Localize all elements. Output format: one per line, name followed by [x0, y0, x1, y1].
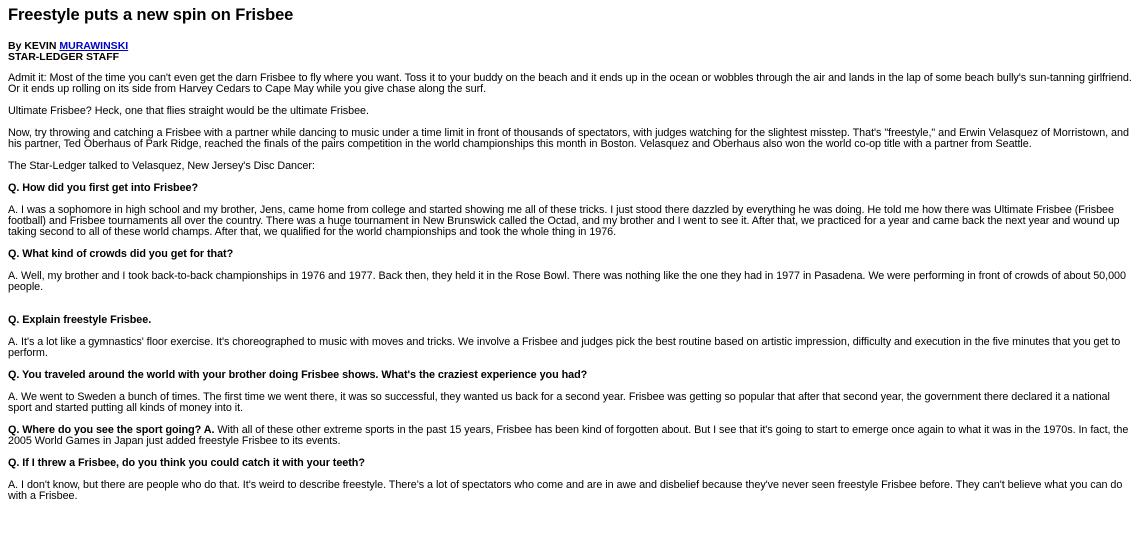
answer-4: A. We went to Sweden a bunch of times. The first time we went there, it was so successful, they wanted us back for a second year. Frisbee was getting so popular that after that second year, the government there declared it a national sport and started putting all kinds of money into it.	[8, 391, 1110, 414]
question-3: Q. Explain freestyle Frisbee.	[8, 314, 152, 326]
byline-staff: STAR-LEDGER STAFF	[8, 51, 120, 63]
byline-author	[8, 41, 1135, 52]
paragraph-ultimate: Ultimate Frisbee? Heck, one that flies straight would be the ultimate Frisbee.	[8, 105, 369, 117]
question-1: Q. How did you first get into Frisbee?	[8, 182, 199, 194]
answer-2: A. Well, my brother and I took back-to-back championships in 1976 and 1977. Back then, they held it in the Rose Bowl. There was nothing like the one they had in 1977 in Pasadena. We were performing in front of crowds of about 50,000 people.	[8, 270, 1126, 293]
question-6: Q. If I threw a Frisbee, do you think you could catch it with your teeth?	[8, 457, 365, 469]
paragraph-intro: Admit it: Most of the time you can't even get the darn Frisbee to fly where you want. Toss it to your buddy on the beach and it ends up in the ocean or wobbles through the air and lands in the lap of some beach bully's sun-tanning girlfriend. Or it ends up rolling on its side from Harvey Cedars to Cape May while you give chase along the surf.	[8, 72, 1132, 95]
answer-3: A. It's a lot like a gymnastics' floor exercise. It's choreographed to music with moves and tricks. We involve a Frisbee and judges pick the best routine based on artistic impression, difficulty and execution in the five minutes that you get to perform.	[8, 336, 1121, 359]
question-5: Q. Where do you see the sport going? A.	[8, 424, 215, 436]
byline-prefix: By KEVIN	[8, 40, 60, 52]
answer-6: A. I don't know, but there are people who do that. It's weird to describe freestyle. There's a lot of spectators who come and are in awe and disbelief because they've never seen freestyle Frisbee before. They can't believe what you can do with a Frisbee.	[8, 479, 1123, 502]
question-answer-5	[8, 425, 1135, 447]
answer-5: With all of these other extreme sports in the past 15 years, Frisbee has been kind of forgotten about. But I see that it's going to start to emerge once again to what it was in the 1970s. In fact, the 2005 World Games in Japan just added freestyle Frisbee to its events.	[8, 424, 1129, 447]
question-2: Q. What kind of crowds did you get for that?	[8, 248, 234, 260]
paragraph-freestyle: Now, try throwing and catching a Frisbee with a partner while dancing to music under a time limit in front of thousands of spectators, with judges watching for the slightest misstep. That's "freestyle," and Erwin Velasquez of Morristown, and his partner, Ted Oberhaus of Park Ridge, reached the finals of the pairs competition in the world championships this month in Boston. Velasquez and Oberhaus also won the world co-op title with a partner from Seattle.	[8, 127, 1129, 150]
author-link[interactable]: MURAWINSKI	[59, 40, 129, 52]
question-4: Q. You traveled around the world with your brother doing Frisbee shows. What's the craziest experience you had?	[8, 369, 588, 381]
paragraph-interview-intro: The Star-Ledger talked to Velasquez, New Jersey's Disc Dancer:	[8, 160, 315, 172]
headline: Freestyle puts a new spin on Frisbee	[8, 6, 294, 24]
answer-1: A. I was a sophomore in high school and my brother, Jens, came home from college and started showing me all of these tricks. I just stood there dazzled by everything he was doing. He told me how there was Ultimate Frisbee (Frisbee football) and Frisbee tournaments all over the country. There was a huge tournament in New Brunswick called the Octad, and my brother and I went to see it. After that, we practiced for a year and came back the next year and wound up taking second to all of these world champs. After that, we qualified for the world championships and took the whole thing in 1976.	[8, 204, 1120, 238]
byline	[8, 41, 1135, 63]
